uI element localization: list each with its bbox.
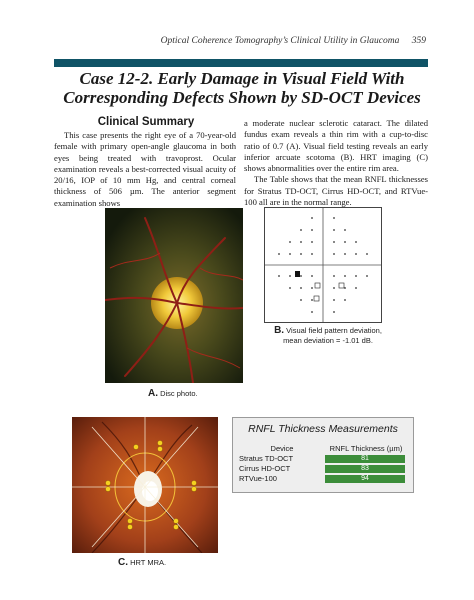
figure-c-text: HRT MRA. bbox=[130, 558, 167, 567]
vf-point bbox=[300, 275, 302, 277]
figure-c-letter: C. bbox=[118, 557, 128, 568]
vf-point bbox=[311, 287, 313, 289]
summary-paragraph-1: This case presents the right eye of a 70-year-old female with primary open-angle glaucoma in both eyes being treated with travoprost. Ocular examination reveals a best-corrected visual acuity of 20/16, IOP of 10 mm Hg, and central corneal thickness of 506 µm. The anterior segment examination shows bbox=[54, 130, 236, 208]
vf-point bbox=[355, 253, 357, 255]
hrt-mra-graphic bbox=[72, 417, 218, 553]
summary-paragraph-2: a moderate nuclear sclerotic cataract. The dilated fundus exam reveals a thin rim with a cup-to-disc ratio of 0.7 (A). Visual field testing reveals an early inferior arcuate scotoma (B). HRT imaging (C) shows abnormalities over the entire rim area. bbox=[244, 118, 428, 174]
case-title: Case 12-2. Early Damage in Visual Field With Corresponding Defects Shown by SD-OCT Devices bbox=[63, 69, 421, 107]
vf-point bbox=[300, 241, 302, 243]
vf-point bbox=[278, 275, 280, 277]
rnfl-device: RTVue-100 bbox=[239, 474, 277, 483]
vf-point bbox=[311, 275, 313, 277]
vf-point bbox=[366, 275, 368, 277]
vf-point bbox=[300, 299, 302, 301]
figure-a-caption bbox=[148, 388, 198, 399]
rnfl-table-title: RNFL Thickness Measurements bbox=[248, 423, 398, 435]
figure-a-text: Disc photo. bbox=[160, 389, 198, 398]
rnfl-device: Cirrus HD-OCT bbox=[239, 464, 291, 473]
vf-point bbox=[333, 275, 335, 277]
summary-paragraph-3: The Table shows that the mean RNFL thicknesses for Stratus TD-OCT, Cirrus HD-OCT, and RTVue-100 all are in the normal range. bbox=[244, 174, 428, 208]
vf-point bbox=[344, 275, 346, 277]
vf-point bbox=[344, 299, 346, 301]
title-accent-bar bbox=[54, 59, 428, 67]
vf-point bbox=[289, 241, 291, 243]
rnfl-value: 81 bbox=[325, 455, 405, 463]
vf-dense-defect-marker bbox=[295, 271, 300, 277]
vf-point bbox=[311, 229, 313, 231]
figure-b-caption bbox=[268, 326, 388, 346]
figure-b-letter: B. bbox=[274, 325, 285, 336]
figure-a-letter: A. bbox=[148, 388, 158, 399]
running-title: Optical Coherence Tomography’s Clinical Utility in Glaucoma bbox=[160, 36, 400, 46]
vf-point bbox=[311, 241, 313, 243]
vf-point bbox=[344, 287, 346, 289]
vf-point bbox=[344, 241, 346, 243]
vf-point bbox=[289, 253, 291, 255]
vf-point bbox=[333, 229, 335, 231]
vf-point bbox=[355, 275, 357, 277]
vf-point bbox=[333, 217, 335, 219]
vf-point bbox=[289, 275, 291, 277]
page-number: 359 bbox=[411, 36, 426, 46]
vf-point bbox=[311, 253, 313, 255]
vf-point bbox=[278, 253, 280, 255]
vf-point bbox=[366, 253, 368, 255]
rnfl-row bbox=[239, 474, 411, 484]
rnfl-table bbox=[232, 417, 414, 493]
figure-b-text-2: mean deviation = -1.01 dB. bbox=[283, 336, 373, 345]
vf-point bbox=[311, 217, 313, 219]
column-left bbox=[54, 130, 236, 209]
section-heading: Clinical Summary bbox=[97, 116, 195, 128]
vf-point bbox=[355, 241, 357, 243]
hrt-mra-image bbox=[72, 417, 218, 553]
visual-field-plot bbox=[264, 207, 382, 323]
vf-point bbox=[333, 241, 335, 243]
rnfl-row bbox=[239, 464, 411, 474]
rnfl-table-header bbox=[239, 444, 411, 454]
vf-point bbox=[289, 287, 291, 289]
vf-point bbox=[300, 229, 302, 231]
vf-point bbox=[311, 311, 313, 313]
disc-photo-image bbox=[105, 208, 243, 383]
rnfl-value: 83 bbox=[325, 465, 405, 473]
figure-b-text-1: Visual field pattern deviation, bbox=[286, 326, 382, 335]
column-right bbox=[244, 118, 428, 208]
vf-point bbox=[300, 253, 302, 255]
vf-point bbox=[355, 287, 357, 289]
vf-point bbox=[311, 299, 313, 301]
vf-point bbox=[333, 299, 335, 301]
vf-point bbox=[333, 311, 335, 313]
visual-field-grid bbox=[265, 208, 381, 322]
vf-point bbox=[344, 253, 346, 255]
figure-c-caption bbox=[118, 557, 166, 568]
vf-point bbox=[333, 287, 335, 289]
disc-photo bbox=[105, 208, 243, 383]
rnfl-row bbox=[239, 454, 411, 464]
rnfl-value: 94 bbox=[325, 475, 405, 483]
vf-point bbox=[300, 287, 302, 289]
rnfl-device: Stratus TD-OCT bbox=[239, 454, 294, 463]
vf-point bbox=[344, 229, 346, 231]
rnfl-col-value: RNFL Thickness (µm) bbox=[329, 444, 403, 453]
vf-point bbox=[333, 253, 335, 255]
running-header bbox=[0, 36, 426, 46]
rnfl-col-device: Device bbox=[270, 444, 294, 453]
